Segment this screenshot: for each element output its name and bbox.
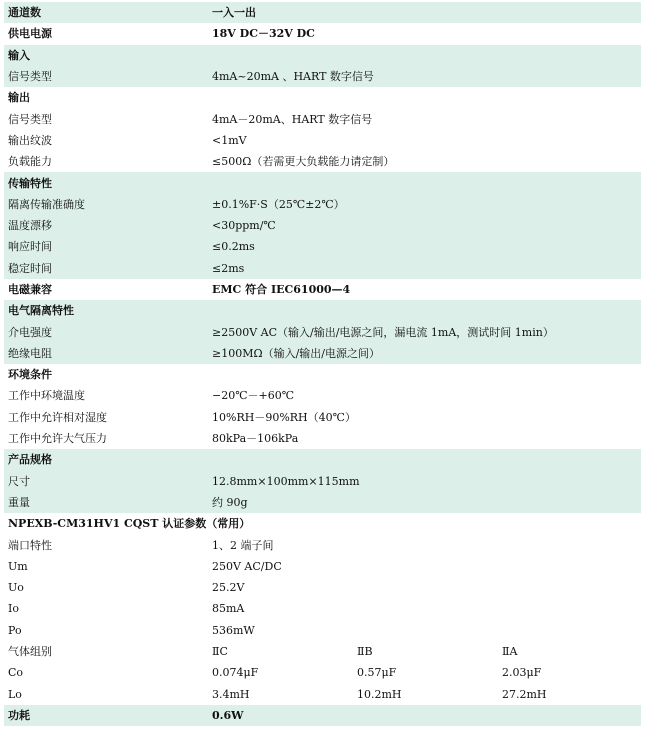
spec-label: 负载能力 <box>8 155 52 169</box>
spec-value: ≤0.2ms <box>208 236 641 257</box>
spec-value: <30ppm/℃ <box>208 215 641 236</box>
cert-value: 1、2 端子间 <box>212 538 274 552</box>
cert-label: Po <box>8 623 22 637</box>
co-iib: 0.57μF <box>357 666 397 680</box>
lo-iia: 27.2mH <box>502 687 547 701</box>
co-row <box>4 662 641 683</box>
spec-label: 电气隔离特性 <box>4 300 208 321</box>
cert-label: 端口特性 <box>8 538 52 552</box>
spec-label: 通道数 <box>4 2 208 23</box>
lo-iic: 3.4mH <box>212 687 250 701</box>
spec-value: 18V DC－32V DC <box>212 27 315 41</box>
gas-group-label: 气体组别 <box>8 645 52 659</box>
spec-value: 80kPa－106kPa <box>212 432 299 446</box>
spec-value: ±0.1%F·S（25℃±2℃） <box>208 194 641 215</box>
spec-value: <1mV <box>212 133 247 147</box>
spec-label: 隔离传输准确度 <box>4 194 208 215</box>
spec-row <box>4 194 641 215</box>
cert-row <box>4 534 641 555</box>
spec-label: 响应时间 <box>4 236 208 257</box>
spec-row <box>4 258 641 279</box>
spec-row <box>4 471 641 492</box>
spec-row <box>4 151 641 172</box>
spec-row <box>4 172 641 193</box>
spec-row <box>4 87 641 108</box>
spec-label: 稳定时间 <box>4 258 208 279</box>
gas-group-iic: ⅡC <box>212 645 228 659</box>
spec-row <box>4 385 641 406</box>
spec-row <box>4 428 641 449</box>
cert-row <box>4 620 641 641</box>
power-row <box>4 705 641 726</box>
cert-label: Io <box>8 602 19 616</box>
spec-row <box>4 321 641 342</box>
cert-row <box>4 556 641 577</box>
spec-value: 12.8mm×100mm×115mm <box>208 471 641 492</box>
spec-label: 输出纹波 <box>8 133 52 147</box>
spec-label: 输出 <box>8 91 30 105</box>
spec-table-body <box>4 2 641 726</box>
spec-value: ≤500Ω（若需更大负载能力请定制） <box>212 155 395 169</box>
cert-value: 85mA <box>212 602 245 616</box>
spec-label: 输入 <box>4 45 208 66</box>
cert-title-row <box>4 513 641 534</box>
spec-label: 传输特性 <box>4 172 208 193</box>
spec-value <box>208 449 641 470</box>
spec-label: 温度漂移 <box>4 215 208 236</box>
spec-label: 重量 <box>4 492 208 513</box>
spec-row <box>4 2 641 23</box>
spec-row <box>4 108 641 129</box>
spec-label: 工作中允许相对湿度 <box>8 410 107 424</box>
spec-value <box>208 45 641 66</box>
spec-label: 工作中允许大气压力 <box>8 432 107 446</box>
spec-row <box>4 236 641 257</box>
spec-label: 尺寸 <box>4 471 208 492</box>
spec-value <box>208 364 641 385</box>
spec-row <box>4 130 641 151</box>
spec-label: 绝缘电阻 <box>4 343 208 364</box>
spec-label: 产品规格 <box>4 449 208 470</box>
co-label: Co <box>8 666 24 680</box>
spec-label: 环境条件 <box>8 368 52 382</box>
spec-value: 4mA~20mA 、HART 数字信号 <box>208 66 641 87</box>
co-iic: 0.074μF <box>212 666 259 680</box>
cert-row <box>4 598 641 619</box>
cert-label: Uo <box>8 581 24 595</box>
spec-label: 信号类型 <box>4 66 208 87</box>
spec-row <box>4 449 641 470</box>
gas-group-iia: ⅡA <box>502 645 518 659</box>
spec-row <box>4 407 641 428</box>
lo-label: Lo <box>8 687 22 701</box>
spec-row <box>4 66 641 87</box>
spec-value <box>208 172 641 193</box>
spec-label: 信号类型 <box>8 112 52 126</box>
lo-iib: 10.2mH <box>357 687 402 701</box>
spec-row <box>4 45 641 66</box>
spec-value: 一入一出 <box>208 2 641 23</box>
cert-title: NPEXB-CM31HV1 CQST 认证参数（常用） <box>8 517 251 531</box>
spec-label: 电磁兼容 <box>8 283 52 296</box>
spec-row <box>4 300 641 321</box>
spec-row <box>4 215 641 236</box>
cert-label: Um <box>8 559 28 573</box>
spec-label: 工作中环境温度 <box>8 389 85 403</box>
power-label: 功耗 <box>4 705 208 726</box>
spec-row <box>4 492 641 513</box>
power-value: 0.6W <box>208 705 641 726</box>
spec-value: EMC 符合 IEC61000—4 <box>212 283 351 296</box>
spec-value: −20℃－+60℃ <box>212 389 295 403</box>
spec-value: ≤2ms <box>208 258 641 279</box>
spec-table <box>4 2 641 726</box>
spec-value: ≥2500V AC（输入/输出/电源之间，漏电流 1mA，测试时间 1min） <box>208 321 641 342</box>
spec-row <box>4 364 641 385</box>
gas-group-row <box>4 641 641 662</box>
spec-value: 10%RH－90%RH（40℃） <box>212 410 356 424</box>
cert-value: 536mW <box>212 623 255 637</box>
spec-value <box>208 300 641 321</box>
spec-label: 介电强度 <box>4 321 208 342</box>
spec-value: 约 90g <box>208 492 641 513</box>
cert-row <box>4 577 641 598</box>
spec-row <box>4 343 641 364</box>
co-iia: 2.03μF <box>502 666 542 680</box>
cert-value: 25.2V <box>212 581 245 595</box>
spec-value <box>208 87 641 108</box>
spec-row <box>4 23 641 44</box>
spec-label: 供电电源 <box>8 27 52 41</box>
gas-group-iib: ⅡB <box>357 645 373 659</box>
lo-row <box>4 684 641 705</box>
cert-value: 250V AC/DC <box>212 559 282 573</box>
spec-value: 4mA－20mA、HART 数字信号 <box>212 112 373 126</box>
spec-value: ≥100MΩ（输入/输出/电源之间） <box>208 343 641 364</box>
spec-row <box>4 279 641 300</box>
